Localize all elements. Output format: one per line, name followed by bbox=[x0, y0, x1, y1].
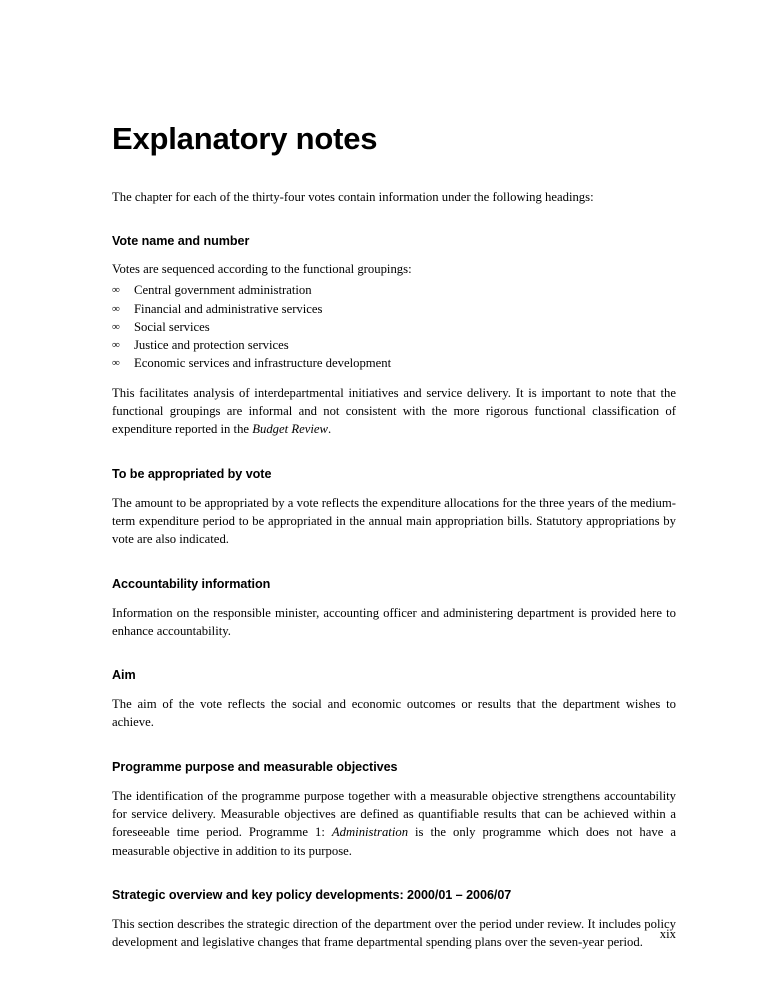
page-content bbox=[112, 0, 676, 952]
section-heading: To be appropriated by vote bbox=[112, 466, 272, 481]
section-paragraph: The amount to be appropriated by a vote reflects the expenditure allocations for the three years of the medium-term expenditure period to be appropriated in the annual main appropriation bills. Statutory appropriations by vote are also indicated. bbox=[112, 495, 676, 547]
infinity-bullet-icon: ∞ bbox=[112, 357, 120, 370]
functional-groupings-list bbox=[112, 278, 676, 372]
paragraph-italic-term: Budget Review bbox=[252, 422, 328, 437]
section-paragraph: This section describes the strategic direction of the department over the period under review. It includes policy development and legislative changes that frame departmental spending plans over the seven-year period. bbox=[112, 916, 676, 950]
infinity-bullet-icon: ∞ bbox=[112, 284, 120, 297]
section-heading: Programme purpose and measurable objectives bbox=[112, 759, 398, 774]
intro-paragraph: The chapter for each of the thirty-four votes contain information under the following headings: bbox=[112, 190, 594, 204]
section-heading: Vote name and number bbox=[112, 234, 250, 248]
section-lead-text: Votes are sequenced according to the functional groupings: bbox=[112, 262, 412, 276]
list-item-label: Justice and protection services bbox=[134, 338, 289, 353]
section-heading: Accountability information bbox=[112, 576, 271, 591]
section-vote-name-and-number bbox=[112, 206, 676, 439]
section-paragraph: Information on the responsible minister, accounting officer and administering department is provided here to enhance accountability. bbox=[112, 605, 676, 638]
list-item bbox=[112, 336, 676, 354]
list-item-label: Social services bbox=[134, 319, 210, 334]
section-aim bbox=[112, 640, 676, 732]
paragraph-text-tail: . bbox=[327, 422, 332, 437]
page-number: xix bbox=[659, 927, 676, 941]
paragraph-text-part: This facilitates analysis of interdepartmental initiatives and service delivery. It is important to note that the functional groupings are informal and not consistent with the more rigorous functional classification of expenditure reported in the bbox=[112, 385, 676, 437]
infinity-bullet-icon: ∞ bbox=[112, 339, 120, 352]
section-paragraph bbox=[112, 776, 676, 860]
infinity-bullet-icon: ∞ bbox=[112, 320, 120, 333]
paragraph-italic-term: Administration bbox=[331, 825, 409, 840]
section-to-be-appropriated-by-vote bbox=[112, 439, 676, 549]
list-item-label: Central government administration bbox=[134, 283, 312, 298]
list-item-label: Financial and administrative services bbox=[134, 301, 323, 316]
page-title: Explanatory notes bbox=[112, 121, 378, 156]
list-item bbox=[112, 281, 676, 299]
section-paragraph: The aim of the vote reflects the social and economic outcomes or results that the department wishes to achieve. bbox=[112, 697, 676, 730]
section-paragraph bbox=[112, 373, 676, 439]
section-programme-purpose-and-measurable-objectives bbox=[112, 732, 676, 860]
list-item-label: Economic services and infrastructure development bbox=[134, 356, 392, 371]
paragraph-text-part: The identification of the programme purpose together with a measurable objective strengthens accountability for service delivery. Measurable objectives are defined as quantifiable results that can be achieved within a foreseeable time period. Programme 1: bbox=[112, 788, 676, 840]
section-heading: Strategic overview and key policy developments: 2000/01 – 2006/07 bbox=[112, 887, 512, 902]
infinity-bullet-icon: ∞ bbox=[112, 302, 120, 315]
section-heading: Aim bbox=[112, 668, 136, 683]
list-item bbox=[112, 300, 676, 318]
list-item bbox=[112, 318, 676, 336]
paragraph-text-tail: is the only programme which does not have a measurable objective in addition to its purpose. bbox=[112, 825, 676, 858]
list-item bbox=[112, 354, 676, 372]
section-accountability-information bbox=[112, 549, 676, 641]
